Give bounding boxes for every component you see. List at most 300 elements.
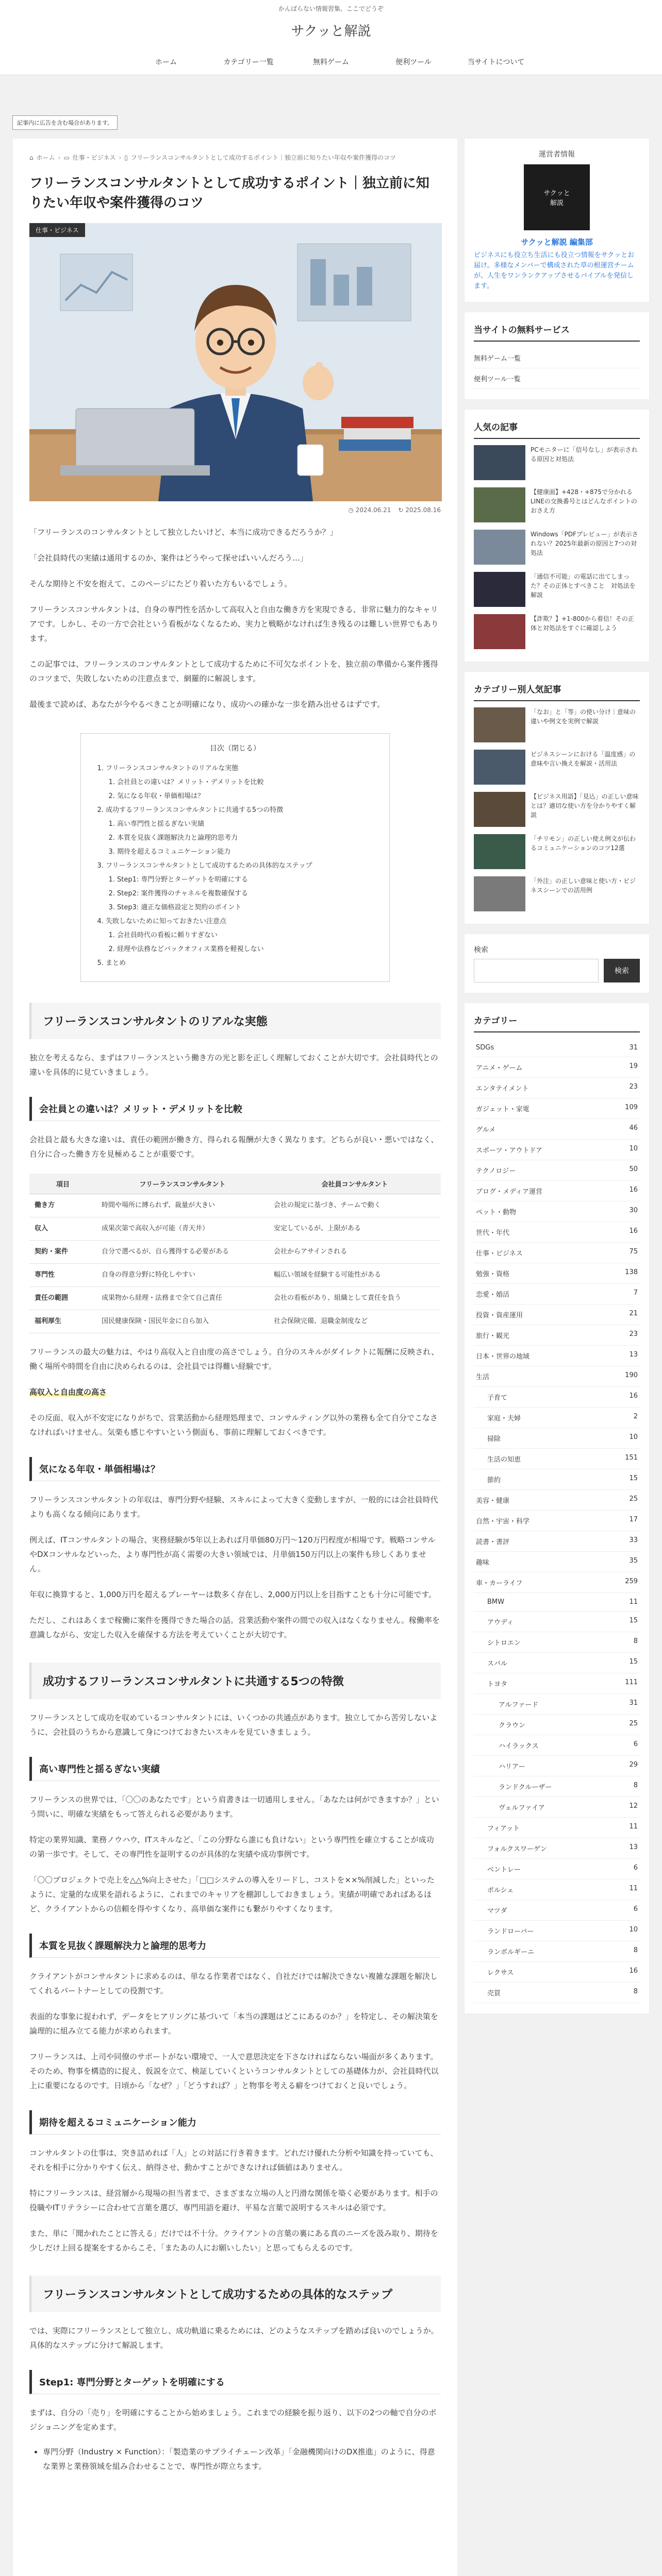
article-title: 【健康面】+428・+875で分かれるLINEの交換番号とはどんなポイントのおさえ方 bbox=[531, 488, 637, 514]
category-name: スポーツ・アウトドア bbox=[476, 1147, 543, 1155]
table-cell: 収入 bbox=[29, 1217, 96, 1241]
article-title: 【詐欺？】+1-800から着信！その正体と対処法をすぐに確認しよう bbox=[531, 615, 634, 632]
category-name: トヨタ bbox=[487, 1681, 508, 1688]
widget-heading: 人気の記事 bbox=[474, 420, 640, 439]
table-cell: 成果次第で高収入が可能（青天井） bbox=[96, 1217, 269, 1241]
category-count: 75 bbox=[629, 1248, 638, 1256]
category-count: 11 bbox=[629, 1823, 638, 1831]
category-item[interactable] bbox=[474, 1612, 640, 1632]
table-cell: 福利厚生 bbox=[29, 1310, 96, 1333]
category-count: 25 bbox=[629, 1720, 638, 1727]
lead-section bbox=[29, 525, 441, 711]
article-title: ビジネスシーンにおける「温度感」の意味や言い換えを解説・活用法 bbox=[531, 751, 636, 767]
table-cell: 自分で選べるが、自ら獲得する必要がある bbox=[96, 1241, 269, 1264]
search-button[interactable]: 検索 bbox=[604, 959, 640, 982]
category-count: 15 bbox=[629, 1475, 638, 1482]
pr-notice: 記事内に広告を含む場合があります。 bbox=[12, 115, 118, 130]
toc-subitem[interactable]: 3. Step3: 適正な価格設定と契約のポイント bbox=[117, 901, 374, 914]
highlight-text: 高収入と自由度の高さ bbox=[29, 1387, 107, 1397]
category-count: 8 bbox=[633, 1988, 638, 1995]
lead-paragraph: フリーランスコンサルタントは、自身の専門性を活かして高収入と自由な働き方を実現できる、非常に魅力的なキャリアです。しかし、その一方で会社という看板がなくなるため、実力と戦略がなければ生き残るのは難しい世界でもあります。 bbox=[29, 605, 439, 643]
category-count: 10 bbox=[629, 1926, 638, 1934]
services-widget bbox=[464, 312, 650, 400]
popular-widget bbox=[464, 409, 650, 662]
popular-list bbox=[474, 445, 640, 651]
category-count: 109 bbox=[625, 1104, 638, 1111]
category-item[interactable] bbox=[474, 1160, 640, 1181]
body-paragraph: 会社員と最も大きな違いは、責任の範囲が働き方、得られる報酬が大きく異なります。どちらが良い・悪いではなく、自分に合った働き方を見極めることが重要です。 bbox=[29, 1135, 439, 1159]
article-title: 「通信不可能」の電話に出てしまった？その正体とすべきこと 対処法を解説 bbox=[531, 573, 636, 599]
service-link-games[interactable]: 無料ゲーム一覧 bbox=[474, 348, 640, 368]
category-name: ランドローバー bbox=[487, 1928, 534, 1936]
category-name: クラウン bbox=[499, 1722, 526, 1730]
body-paragraph: フリーランスは、上司や同僚のサポートがない環境で、一人で意思決定を下さなければならない場面が多くあります。そのため、物事を構造的に捉え、仮説を立て、検証していくというコンサルタントとしての基礎体力が、会社員時代以上に重要になるのです。日頃から「なぜ？」「どうすれば？」と物事を考える癖をつけておくと良いでしょう。 bbox=[29, 2052, 439, 2090]
toc-subitem[interactable]: 1. Step1: 専門分野とターゲットを明確にする bbox=[117, 873, 374, 887]
category-item[interactable] bbox=[474, 1756, 640, 1776]
body-paragraph: フリーランスコンサルタントの年収は、専門分野や経験、スキルによって大きく変動しますが、一般的には会社員時代よりも高くなる傾向にあります。 bbox=[29, 1495, 438, 1519]
category-name: 節約 bbox=[487, 1477, 501, 1484]
category-name: マツダ bbox=[487, 1907, 507, 1915]
breadcrumb-current: フリーランスコンサルタントとして成功するポイント｜独立前に知りたい年収や案件獲得のコツ bbox=[130, 154, 396, 161]
category-item[interactable] bbox=[474, 1572, 640, 1593]
refresh-icon: ↻ bbox=[398, 506, 406, 514]
category-item[interactable] bbox=[474, 1776, 640, 1797]
article bbox=[12, 138, 458, 2576]
admin-name-link[interactable]: サクッと解説 編集部 bbox=[521, 238, 593, 247]
body-paragraph: フリーランスとして成功を収めているコンサルタントには、いくつかの共通点があります。独立してから苦労しないように、会社員のうちから意識して身につけておきたいスキルを見ていきましょう。 bbox=[29, 1713, 438, 1737]
category-count: 8 bbox=[633, 1782, 638, 1789]
table-row bbox=[29, 1287, 441, 1310]
category-count: 151 bbox=[625, 1454, 638, 1462]
published-date: ◷ 2024.06.21 bbox=[348, 506, 391, 514]
updated-date: ↻ 2025.08.16 bbox=[398, 506, 441, 514]
body-paragraph: フリーランスの最大の魅力は、やはり高収入と自由度の高さでしょう。自分のスキルがダイレクトに報酬に反映され、働く場所や時間を自由に決められるのは、会社員では得難い経験です。 bbox=[29, 1347, 439, 1371]
table-cell: 成果物から経理・法務まで全て自己責任 bbox=[96, 1287, 269, 1310]
clock-icon: ◷ bbox=[348, 506, 356, 514]
category-item[interactable] bbox=[474, 1900, 640, 1921]
toc-item[interactable] bbox=[106, 859, 374, 914]
nav-free-games[interactable]: 無料ゲーム bbox=[313, 58, 349, 66]
category-item[interactable] bbox=[474, 1859, 640, 1879]
category-count: 46 bbox=[629, 1124, 638, 1132]
table-cell: 幅広い領域を経験する可能性がある bbox=[269, 1264, 441, 1287]
chevron-right-icon: › bbox=[119, 154, 122, 161]
category-name: ランボルギーニ bbox=[487, 1948, 535, 1956]
category-popular-widget bbox=[464, 671, 650, 924]
category-item[interactable] bbox=[474, 1962, 640, 1982]
category-name: 掃除 bbox=[487, 1435, 501, 1443]
subsection-heading: Step1: 専門分野とターゲットを明確にする bbox=[29, 2370, 441, 2394]
body-paragraph: ただし、これはあくまで稼働に案件を獲得できた場合の話。営業活動や案件の間での収入はなくなりません。稼働率を意識しながら、安定した収入を確保する方法を考えていくことが大切です。 bbox=[29, 1616, 440, 1639]
category-name: 仕事・ビジネス bbox=[476, 1250, 523, 1258]
body-paragraph: 特にフリーランスは、経営層から現場の担当者まで、さまざまな立場の人と円滑な関係を築く必要があります。相手の役職やITリテラシーに合わせて言葉を選び、専門用語を避け、平易な言葉で説明するスキルは必須です。 bbox=[29, 2189, 438, 2212]
subsection-heading: 期待を超えるコミュニケーション能力 bbox=[29, 2110, 441, 2134]
body-paragraph: クライアントがコンサルタントに求めるのは、単なる作業者ではなく、自社だけでは解決できない複雑な課題を解決してくれるパートナーとしての役割です。 bbox=[29, 1972, 438, 1995]
section-heading: 成功するフリーランスコンサルタントに共通する5つの特徴 bbox=[29, 1663, 441, 1699]
table-cell: 国民健康保険・国民年金に自ら加入 bbox=[96, 1310, 269, 1333]
article-thumbnail bbox=[474, 834, 525, 869]
category-item[interactable] bbox=[474, 1982, 640, 2003]
category-count: 7 bbox=[633, 1289, 638, 1297]
toc-subitem[interactable]: 3. 期待を超えるコミュニケーション能力 bbox=[117, 845, 374, 859]
category-count: 6 bbox=[633, 1864, 638, 1872]
toc-sublist bbox=[106, 928, 374, 956]
global-nav bbox=[0, 46, 662, 75]
category-count: 16 bbox=[629, 1967, 638, 1975]
article-card[interactable] bbox=[474, 572, 640, 609]
article-title: Windows「PDFプレビュー」が表示されない？2025年最新の原因と7つの対処法 bbox=[531, 531, 638, 556]
widget-heading: 当サイトの無料サービス bbox=[474, 323, 640, 342]
article-card[interactable] bbox=[474, 876, 640, 913]
category-count: 8 bbox=[633, 1637, 638, 1645]
admin-heading: 運営者情報 bbox=[539, 150, 575, 159]
category-count: 16 bbox=[629, 1186, 638, 1194]
article-title: 「なお」と「等」の使い分け｜意味の違いや例文を実例で解説 bbox=[531, 708, 636, 725]
toc-sublist bbox=[106, 873, 374, 914]
category-count: 190 bbox=[625, 1371, 638, 1379]
toc-item[interactable] bbox=[106, 956, 374, 970]
category-item[interactable] bbox=[474, 1469, 640, 1490]
body-paragraph: フリーランスの世界では、「〇〇のあなたです」という肩書きは一切通用しません。「あなたは何ができますか？」という問いに、明確な実績をもって答えられる必要があります。 bbox=[29, 1795, 439, 1819]
category-name: BMW bbox=[487, 1598, 504, 1606]
toc-subitem[interactable]: 1. 会社員との違いは？メリット・デメリットを比較 bbox=[117, 775, 374, 789]
breadcrumb-home[interactable]: ホーム bbox=[36, 154, 55, 161]
category-count: 33 bbox=[629, 1536, 638, 1544]
chevron-right-icon: › bbox=[58, 154, 61, 161]
category-item[interactable] bbox=[474, 1098, 640, 1119]
category-item[interactable] bbox=[474, 1673, 640, 1694]
article-title: PCモニターに「信号なし」が表示される原因と対処法 bbox=[531, 446, 638, 463]
lead-paragraph: 「フリーランスのコンサルタントとして独立したいけど、本当に成功できるだろうか？」 bbox=[29, 528, 338, 537]
article-thumbnail bbox=[474, 445, 525, 480]
category-item[interactable] bbox=[474, 1879, 640, 1900]
category-item[interactable] bbox=[474, 1449, 640, 1469]
breadcrumb bbox=[29, 153, 441, 162]
bullet-list bbox=[29, 2445, 441, 2473]
toc-item[interactable] bbox=[106, 761, 374, 803]
sidebar bbox=[464, 138, 650, 2023]
category-item[interactable] bbox=[474, 1818, 640, 1838]
category-name: 車・カーライフ bbox=[476, 1580, 523, 1587]
category-count: 31 bbox=[629, 1699, 638, 1707]
category-count: 6 bbox=[633, 1905, 638, 1913]
category-count: 23 bbox=[629, 1330, 638, 1338]
category-count: 2 bbox=[633, 1413, 638, 1420]
category-item[interactable] bbox=[474, 1653, 640, 1673]
category-item[interactable] bbox=[474, 1941, 640, 1962]
toc-subitem[interactable]: 2. 経理や法務などバックオフィス業務を軽視しない bbox=[117, 942, 374, 956]
category-name: 売買 bbox=[487, 1990, 501, 1997]
category-name: 自然・宇宙・科学 bbox=[476, 1518, 530, 1526]
toc-subitem[interactable]: 1. 高い専門性と揺るぎない実績 bbox=[117, 817, 374, 831]
toc-list bbox=[96, 761, 374, 970]
body-paragraph: 特定の業界知識、業務ノウハウ、ITスキルなど、「この分野なら誰にも負けない」という専門性を確立することが成功の第一歩です。そして、その専門性を証明するのが具体的な実績や成功事例です。 bbox=[29, 1835, 434, 1859]
category-item[interactable] bbox=[474, 1078, 640, 1098]
body-paragraph: では、実際にフリーランスとして独立し、成功軌道に乗るためには、どのようなステップを踏めば良いのでしょうか。具体的なステップに分けて解説します。 bbox=[29, 2326, 439, 2350]
category-item[interactable] bbox=[474, 1263, 640, 1284]
avatar-text: サクッと bbox=[543, 190, 570, 197]
category-item[interactable] bbox=[474, 1797, 640, 1818]
category-count: 16 bbox=[629, 1227, 638, 1235]
category-count: 15 bbox=[629, 1617, 638, 1624]
category-item[interactable] bbox=[474, 1243, 640, 1263]
table-cell: 専門性 bbox=[29, 1264, 96, 1287]
category-item[interactable] bbox=[474, 1304, 640, 1325]
article-card[interactable] bbox=[474, 614, 640, 651]
table-cell: 会社の看板があり、組織として責任を負う bbox=[269, 1287, 441, 1310]
body-paragraph: また、単に「聞かれたことに答える」だけでは不十分。クライアントの言葉の裏にある真のニーズを汲み取り、期待を少しだけ上回る提案をするからこそ、「またあの人にお願いしたい」と思ってもらえるのです。 bbox=[29, 2229, 438, 2252]
category-item[interactable] bbox=[474, 1694, 640, 1715]
category-list bbox=[474, 1039, 640, 2003]
category-name: ブログ・メディア運営 bbox=[476, 1188, 542, 1196]
category-name: ポルシェ bbox=[487, 1887, 514, 1894]
body-paragraph: 年収に換算すると、1,000万円を超えるプレーヤーは数多く存在し、2,000万円以上を目指すことも十分に可能です。 bbox=[29, 1590, 437, 1599]
categories-widget bbox=[464, 1003, 650, 2014]
category-name: 生活 bbox=[476, 1374, 490, 1381]
category-item[interactable] bbox=[474, 1119, 640, 1140]
toc-link[interactable]: 失敗しないために知っておきたい注意点 bbox=[106, 918, 227, 925]
category-item[interactable] bbox=[474, 1222, 640, 1243]
article-card[interactable] bbox=[474, 487, 640, 524]
category-count: 138 bbox=[625, 1268, 638, 1276]
category-item[interactable] bbox=[474, 1201, 640, 1222]
table-cell: 自身の得意分野に特化しやすい bbox=[96, 1264, 269, 1287]
category-item[interactable] bbox=[474, 1531, 640, 1552]
category-item[interactable] bbox=[474, 1366, 640, 1387]
table-header: 項目 bbox=[29, 1174, 96, 1194]
category-item[interactable] bbox=[474, 1057, 640, 1078]
category-count: 6 bbox=[633, 1740, 638, 1748]
category-item[interactable] bbox=[474, 1039, 640, 1057]
table-cell: 会社からアサインされる bbox=[269, 1241, 441, 1264]
category-item[interactable] bbox=[474, 1387, 640, 1408]
category-name: ベントレー bbox=[487, 1866, 521, 1874]
admin-widget bbox=[464, 138, 650, 302]
table-row bbox=[29, 1310, 441, 1333]
search-row bbox=[474, 959, 640, 982]
toc-link[interactable]: 成功するフリーランスコンサルタントに共通する5つの特徴 bbox=[106, 806, 284, 814]
toc-subitem[interactable]: 2. 本質を見抜く課題解決力と論理的思考力 bbox=[117, 831, 374, 845]
category-item[interactable] bbox=[474, 1715, 640, 1735]
category-item[interactable] bbox=[474, 1511, 640, 1531]
category-item[interactable] bbox=[474, 1921, 640, 1941]
table-row bbox=[29, 1264, 441, 1287]
category-name: アニメ・ゲーム bbox=[476, 1064, 523, 1072]
category-count: 50 bbox=[629, 1165, 638, 1173]
category-popular-list bbox=[474, 707, 640, 913]
page-title: フリーランスコンサルタントとして成功するポイント｜独立前に知りたい年収や案件獲得のコツ bbox=[29, 176, 429, 211]
body-paragraph: 「〇〇プロジェクトで売上を△△%向上させた」「□□システムの導入をリードし、コストを××%削減した」といったように、定量的な成果を語れるように、これまでのキャリアを棚卸ししておきましょう。実績が明確であればあるほど、クライアントからの信頼を得やすくなり、高単価な案件にも繋がりやすくなります。 bbox=[29, 1875, 435, 1913]
table-of-contents bbox=[80, 733, 390, 982]
toc-link[interactable]: フリーランスコンサルタントのリアルな実態 bbox=[106, 765, 239, 772]
category-count: 259 bbox=[625, 1578, 638, 1585]
category-name: ガジェット・家電 bbox=[476, 1106, 529, 1113]
category-name: アルファード bbox=[499, 1701, 539, 1709]
toc-subitem[interactable]: 1. 会社員時代の看板に頼りすぎない bbox=[117, 928, 374, 942]
nav-home[interactable]: ホーム bbox=[155, 58, 177, 66]
category-count: 25 bbox=[629, 1495, 638, 1503]
category-count: 16 bbox=[629, 1392, 638, 1400]
subsection-heading: 本質を見抜く課題解決力と論理的思考力 bbox=[29, 1934, 441, 1958]
category-count: 111 bbox=[625, 1679, 638, 1686]
widget-heading: カテゴリー別人気記事 bbox=[474, 682, 640, 701]
article-thumbnail bbox=[474, 750, 525, 785]
category-count: 13 bbox=[629, 1351, 638, 1359]
category-item[interactable] bbox=[474, 1593, 640, 1612]
category-count: 30 bbox=[629, 1207, 638, 1214]
body-paragraph: 独立を考えるなら、まずはフリーランスという働き方の光と影を正しく理解しておくことが大切です。会社員時代との違いを具体的に見ていきましょう。 bbox=[29, 1053, 438, 1077]
toc-subitem[interactable]: 2. Step2: 案件獲得のチャネルを複数確保する bbox=[117, 887, 374, 901]
category-name: 恋愛・婚活 bbox=[476, 1291, 510, 1299]
article-card[interactable] bbox=[474, 445, 640, 482]
subsection-heading: 高い専門性と揺るぎない実績 bbox=[29, 1757, 441, 1781]
category-count: 29 bbox=[629, 1761, 638, 1769]
category-name: 美容・健康 bbox=[476, 1497, 510, 1505]
nav-about[interactable]: 当サイトについて bbox=[467, 58, 525, 66]
article-thumbnail bbox=[474, 876, 525, 911]
body-paragraph: その反面、収入が不安定になりがちで、営業活動から経理処理まで、コンサルティング以外の業務も全て自分でこなさなければいけません。気楽も感じやすいという側面も、事前に理解しておくべきです。 bbox=[29, 1413, 438, 1437]
category-name: ヴェルファイア bbox=[499, 1804, 545, 1812]
article-card[interactable] bbox=[474, 750, 640, 787]
category-count: 31 bbox=[629, 1044, 638, 1052]
category-name: レクサス bbox=[487, 1969, 514, 1977]
category-name: シトロエン bbox=[487, 1639, 521, 1647]
admin-description: ビジネスにも役立ち生活にも役立つ情報をサクッとお届け。多様なメンバーで構成された草の根運営チームが、人生をワンランクアップさせるバイブルを発信します。 bbox=[474, 251, 635, 290]
category-name: スバル bbox=[487, 1660, 508, 1668]
admin-avatar bbox=[524, 164, 590, 230]
table-cell: 働き方 bbox=[29, 1194, 96, 1217]
lead-paragraph: そんな期待と不安を抱えて、このページにたどり着いた方もいるでしょう。 bbox=[29, 579, 292, 588]
category-name: SDGs bbox=[476, 1044, 494, 1052]
category-item[interactable] bbox=[474, 1346, 640, 1366]
businessman-illustration bbox=[29, 223, 442, 501]
toc-subitem[interactable]: 2. 気になる年収・単価相場は？ bbox=[117, 789, 374, 803]
article-thumbnail bbox=[474, 707, 525, 742]
category-name: 世代・年代 bbox=[476, 1229, 510, 1237]
article-title: 【ビジネス用語】「見込」の正しい意味とは？適切な使い方を分かりやすく解説 bbox=[531, 793, 639, 819]
category-label[interactable]: 仕事・ビジネス bbox=[29, 223, 85, 237]
subsection-heading: 会社員との違いは？メリット・デメリットを比較 bbox=[29, 1097, 441, 1121]
toc-sublist bbox=[106, 775, 374, 803]
category-count: 11 bbox=[629, 1885, 638, 1892]
category-name: 趣味 bbox=[476, 1559, 490, 1567]
toc-item[interactable] bbox=[106, 914, 374, 956]
lead-paragraph: 最後まで読めば、あなたが今やるべきことが明確になり、成功への確かな一歩を踏み出せるはずです。 bbox=[29, 700, 385, 709]
category-item[interactable] bbox=[474, 1490, 640, 1511]
category-name: ハイラックス bbox=[499, 1742, 539, 1750]
category-count: 13 bbox=[629, 1843, 638, 1851]
table-header: フリーランスコンサルタント bbox=[96, 1174, 269, 1194]
site-logo[interactable]: サクッと解説 bbox=[0, 14, 662, 46]
category-item[interactable] bbox=[474, 1140, 640, 1160]
table-row bbox=[29, 1217, 441, 1241]
article-thumbnail bbox=[474, 614, 525, 649]
table-cell: 安定しているが、上限がある bbox=[269, 1217, 441, 1241]
category-count: 35 bbox=[629, 1557, 638, 1565]
category-item[interactable] bbox=[474, 1632, 640, 1653]
search-label: 検索 bbox=[474, 946, 488, 954]
category-item[interactable] bbox=[474, 1838, 640, 1859]
lead-paragraph: 「会社員時代の実績は通用するのか、案件はどうやって探せばいいんだろう…」 bbox=[29, 553, 308, 563]
category-item[interactable] bbox=[474, 1428, 640, 1449]
category-count: 21 bbox=[629, 1310, 638, 1317]
category-item[interactable] bbox=[474, 1552, 640, 1572]
category-count: 15 bbox=[629, 1658, 638, 1666]
toc-item[interactable] bbox=[106, 803, 374, 859]
category-name: 勉強・資格 bbox=[476, 1270, 510, 1278]
search-input[interactable] bbox=[474, 959, 599, 982]
breadcrumb-category[interactable]: 仕事・ビジネス bbox=[72, 154, 116, 161]
eyecatch-image bbox=[29, 223, 442, 501]
category-name: 家庭・夫婦 bbox=[487, 1415, 521, 1422]
nav-tools[interactable]: 便利ツール bbox=[395, 58, 432, 66]
article-thumbnail bbox=[474, 572, 525, 607]
category-item[interactable] bbox=[474, 1284, 640, 1304]
search-widget bbox=[464, 934, 650, 993]
toc-link[interactable]: フリーランスコンサルタントとして成功するための具体的なステップ bbox=[106, 862, 312, 870]
article-thumbnail bbox=[474, 487, 525, 522]
toc-title[interactable]: 目次（閉じる） bbox=[210, 744, 260, 753]
nav-categories[interactable]: カテゴリー一覧 bbox=[223, 58, 274, 66]
category-name: ペット・動物 bbox=[476, 1209, 517, 1216]
category-name: 子育て bbox=[487, 1394, 508, 1402]
category-name: 投資・資産運用 bbox=[476, 1312, 523, 1319]
category-name: テクノロジー bbox=[476, 1167, 516, 1175]
category-name: 旅行・観光 bbox=[476, 1332, 510, 1340]
article-card[interactable] bbox=[474, 834, 640, 871]
avatar-text: 解説 bbox=[550, 199, 564, 207]
post-dates bbox=[29, 506, 441, 514]
toc-link[interactable]: まとめ bbox=[106, 959, 126, 967]
body-paragraph: まずは、自分の「売り」を明確にすることから始めましょう。これまでの経験を振り返り、以下の2つの軸で自分のポジショニングを定めます。 bbox=[29, 2408, 437, 2432]
widget-heading: カテゴリー bbox=[474, 1013, 640, 1032]
body-paragraph: 表面的な事象に捉われず、データをヒアリングに基づいて「本当の課題はどこにあるのか？」を特定し、その解決策を論理的に組み立てる能力が求められます。 bbox=[29, 2012, 438, 2036]
category-item[interactable] bbox=[474, 1181, 640, 1201]
article-card[interactable] bbox=[474, 530, 640, 567]
category-item[interactable] bbox=[474, 1408, 640, 1428]
table-cell: 契約・案件 bbox=[29, 1241, 96, 1264]
body-paragraph: 例えば、ITコンサルタントの場合、実務経験が5年以上あれば月単価80万円〜120万円程度が相場です。戦略コンサルやDXコンサルなどいった、より専門性が高く需要の大きい領域では、月単価150万円以上の案件も珍しくありません。 bbox=[29, 1535, 436, 1573]
article-title: 「外注」の正しい意味と使い方・ビジネスシーンでの活用例 bbox=[531, 877, 636, 894]
subsection-heading: 気になる年収・単価相場は？ bbox=[29, 1457, 441, 1481]
table-row bbox=[29, 1241, 441, 1264]
category-count: 8 bbox=[633, 1946, 638, 1954]
category-name: ハリアー bbox=[499, 1763, 525, 1771]
article-card[interactable] bbox=[474, 792, 640, 829]
article-thumbnail bbox=[474, 530, 525, 565]
category-name: アウディ bbox=[487, 1619, 514, 1626]
category-name: 日本・世界の地域 bbox=[476, 1353, 530, 1361]
comparison-table bbox=[29, 1174, 441, 1333]
category-item[interactable] bbox=[474, 1325, 640, 1346]
category-name: フォルクスワーゲン bbox=[487, 1845, 547, 1853]
table-cell: 責任の範囲 bbox=[29, 1287, 96, 1310]
category-count: 19 bbox=[629, 1062, 638, 1070]
article-card[interactable] bbox=[474, 707, 640, 744]
lead-paragraph: この記事では、フリーランスのコンサルタントとして成功するために不可欠なポイントを、独立前の準備から案件獲得のコツまで、失敗しないための注意点まで、網羅的に解説します。 bbox=[29, 659, 438, 683]
category-name: ランドクルーザー bbox=[499, 1784, 552, 1791]
category-count: 10 bbox=[629, 1145, 638, 1153]
section-heading: フリーランスコンサルタントとして成功するための具体的なステップ bbox=[29, 2276, 441, 2312]
list-item: • 専門分野（Industry × Function）：「製造業のサプライチェーン改革」「金融機関向けのDX推進」のように、得意な業界と業務領域を組み合わせることで、専門性が際立ちます。 bbox=[43, 2445, 441, 2473]
highlight-note bbox=[29, 1385, 441, 1399]
category-count: 17 bbox=[629, 1516, 638, 1523]
article-thumbnail bbox=[474, 792, 525, 827]
table-cell: 会社の規定に基づき、チームで動く bbox=[269, 1194, 441, 1217]
category-item[interactable] bbox=[474, 1735, 640, 1756]
service-link-tools[interactable]: 便利ツール一覧 bbox=[474, 368, 640, 389]
category-name: 読書・書評 bbox=[476, 1538, 510, 1546]
